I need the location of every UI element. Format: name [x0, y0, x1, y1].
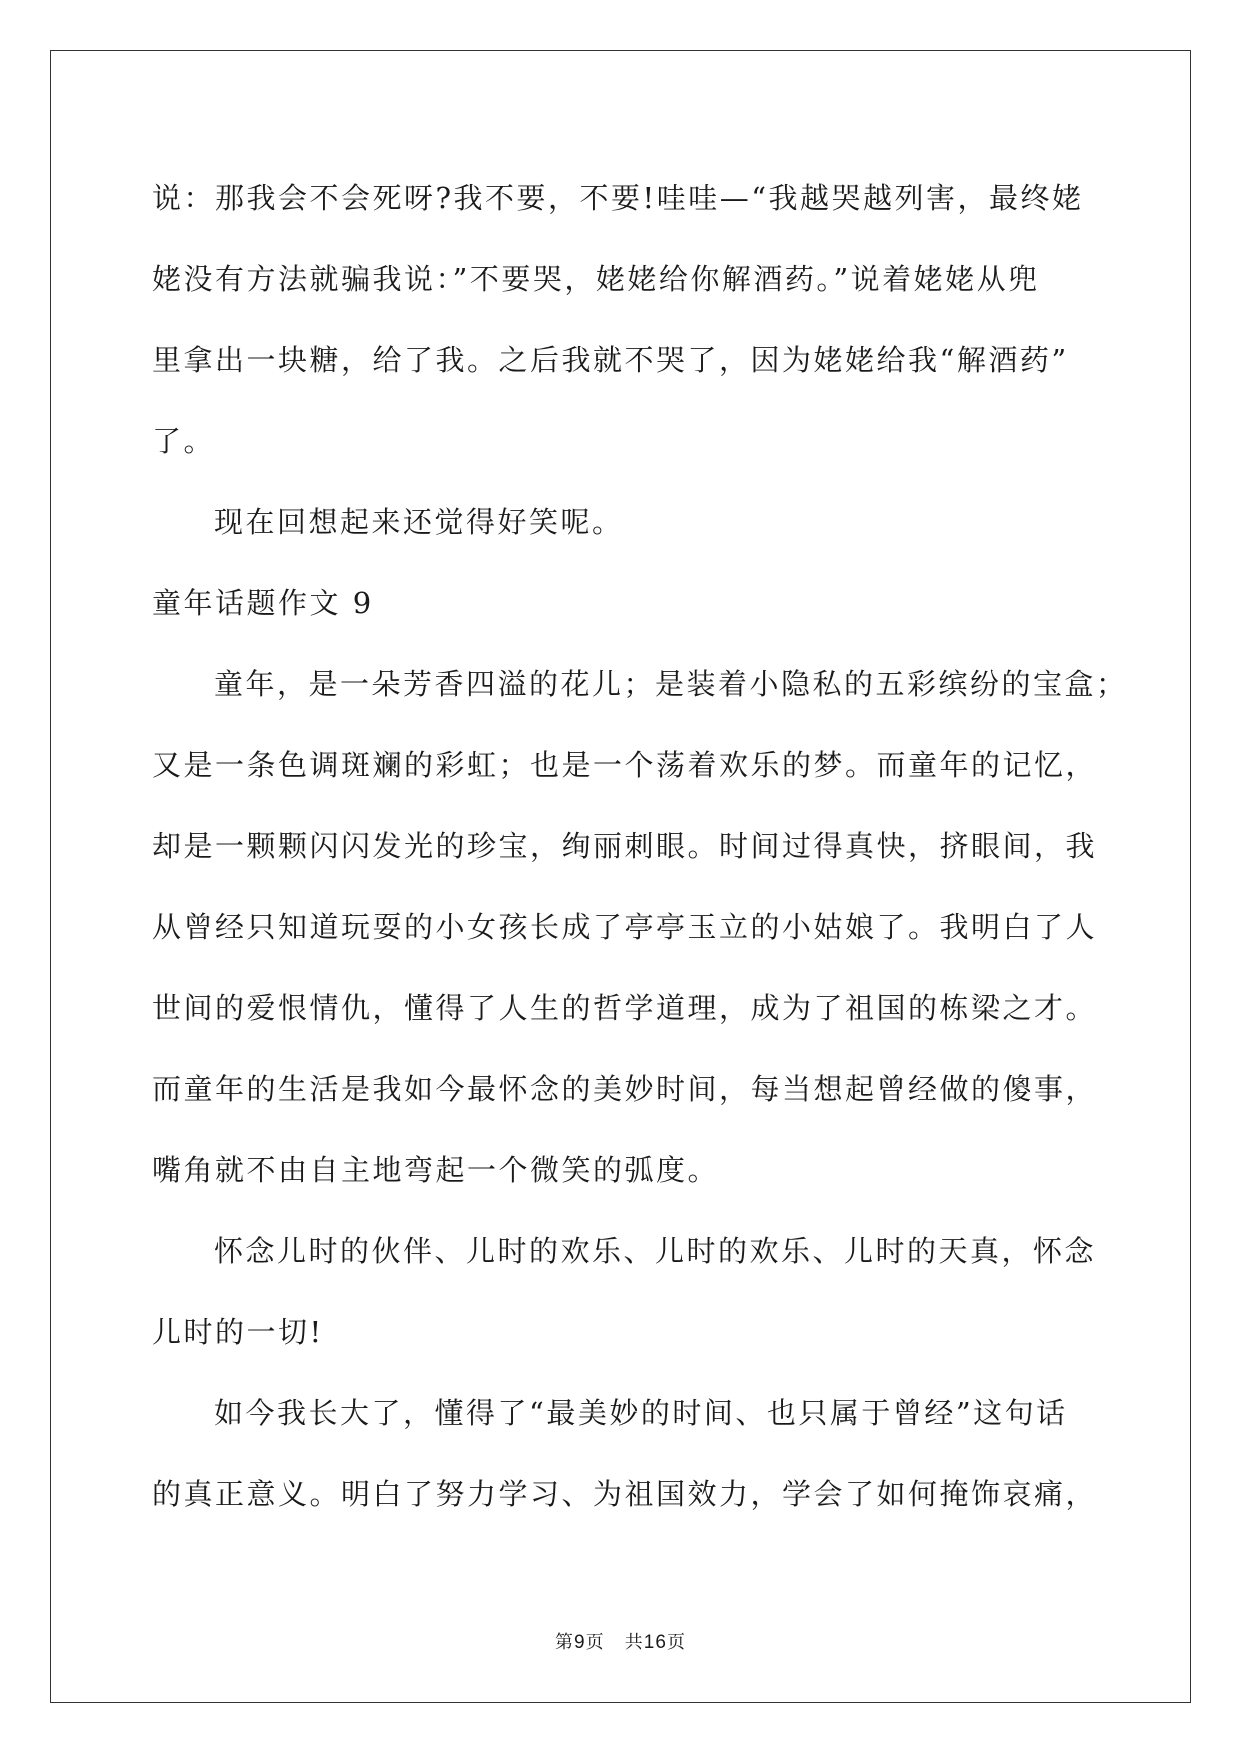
text-line: 从曾经只知道玩耍的小女孩长成了亭亭玉立的小姑娘了。我明白了人	[152, 910, 1098, 944]
paragraph-line: 童年，是一朵芳香四溢的花儿；是装着小隐私的五彩缤纷的宝盒；	[214, 667, 1128, 701]
total-pages: 16	[643, 1632, 667, 1653]
text-line: 又是一条色调斑斓的彩虹；也是一个荡着欢乐的梦。而童年的记忆，	[152, 748, 1098, 782]
text-line: 的真正意义。明白了努力学习、为祖国效力，学会了如何掩饰哀痛，	[152, 1477, 1098, 1511]
section-heading: 童年话题作文 9	[152, 586, 374, 620]
page-footer	[0, 1628, 1241, 1654]
total-prefix: 共	[624, 1632, 644, 1653]
text-line: 了。	[152, 424, 216, 458]
document-body	[152, 158, 1128, 1535]
text-line: 姥没有方法就骗我说：”不要哭，姥姥给你解酒药。”说着姥姥从兜	[152, 262, 1040, 296]
text-line: 儿时的一切!	[152, 1315, 324, 1349]
text-line: 世间的爱恨情仇，懂得了人生的哲学道理，成为了祖国的栋梁之才。	[152, 991, 1098, 1025]
total-suffix: 页	[666, 1632, 686, 1653]
text-line: 嘴角就不由自主地弯起一个微笑的弧度。	[152, 1153, 720, 1187]
page-suffix: 页	[585, 1632, 605, 1653]
page-prefix: 第	[555, 1632, 575, 1653]
text-line: 里拿出一块糖，给了我。之后我就不哭了，因为姥姥给我“解酒药”	[152, 343, 1069, 377]
text-line: 而童年的生活是我如今最怀念的美妙时间，每当想起曾经做的傻事，	[152, 1072, 1098, 1106]
paragraph-line: 怀念儿时的伙伴、儿时的欢乐、儿时的欢乐、儿时的天真，怀念	[214, 1234, 1097, 1268]
text-line: 却是一颗颗闪闪发光的珍宝，绚丽刺眼。时间过得真快，挤眼间，我	[152, 829, 1098, 863]
page-number: 9	[574, 1632, 586, 1653]
paragraph-line: 如今我长大了，懂得了“最美妙的时间、也只属于曾经”这句话	[214, 1396, 1068, 1430]
text-line: 说：那我会不会死呀?我不要，不要!哇哇—“我越哭越列害，最终姥	[152, 181, 1084, 215]
paragraph-line: 现在回想起来还觉得好笑呢。	[214, 505, 624, 539]
